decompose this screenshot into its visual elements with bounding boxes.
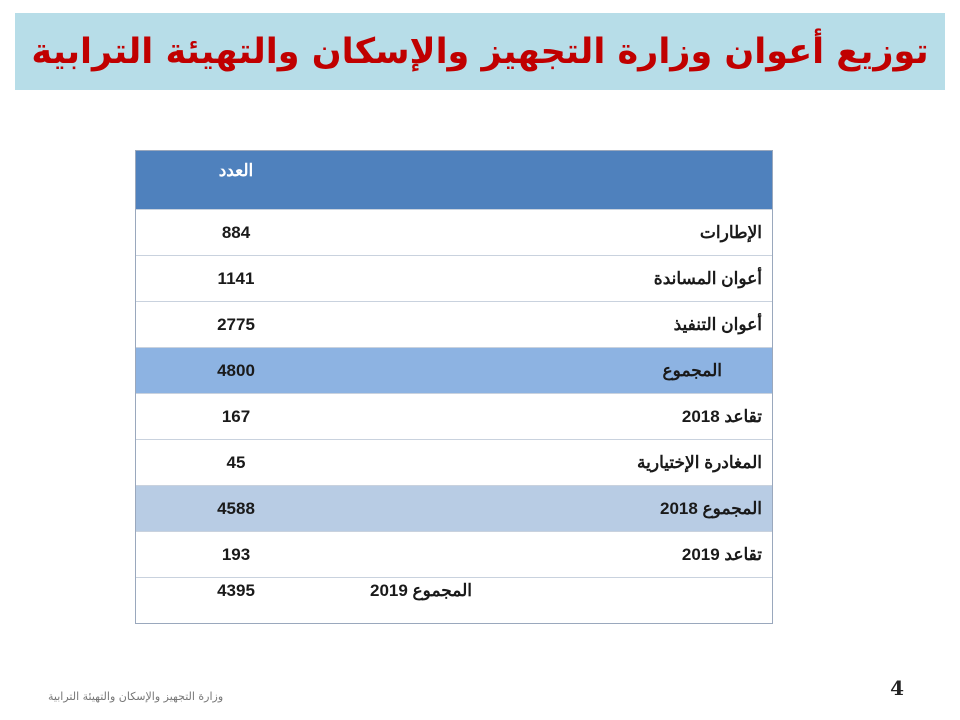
row-value	[136, 532, 336, 578]
slide-title: توزيع أعوان وزارة التجهيز والإسكان والتهيئة الترابية	[31, 31, 929, 72]
table-row	[136, 210, 772, 256]
row-value-text: 4800	[217, 360, 255, 380]
staff-table	[135, 150, 773, 624]
footer-text: وزارة التجهيز والإسكان والتهيئة الترابية	[48, 690, 224, 703]
table-row	[136, 440, 772, 486]
row-label	[336, 256, 772, 302]
row-label-text: أعوان التنفيذ	[673, 314, 762, 334]
row-label	[336, 302, 772, 348]
row-label-text: المجموع	[662, 360, 722, 380]
row-label-text: أعوان المساندة	[653, 268, 762, 288]
table-row	[136, 302, 772, 348]
row-label-text: الإطارات	[699, 222, 762, 242]
row-label-text: تقاعد 2019	[681, 544, 762, 564]
table-row	[136, 394, 772, 440]
row-value-text: 167	[221, 406, 251, 426]
header-count-label: العدد	[218, 161, 254, 180]
row-value	[136, 394, 336, 440]
row-value-text: 4588	[217, 498, 255, 518]
row-value	[136, 440, 336, 486]
header-count-cell	[136, 151, 336, 210]
row-label	[336, 578, 772, 624]
row-value-text: 2775	[217, 314, 255, 334]
row-label	[336, 440, 772, 486]
row-value-text: 193	[221, 544, 251, 564]
table-row-total-2019	[136, 578, 772, 624]
row-value	[136, 578, 336, 624]
row-label-text: المغادرة الإختيارية	[637, 452, 762, 472]
table-row-total-2018	[136, 486, 772, 532]
header-label-cell	[336, 151, 772, 210]
row-value	[136, 348, 336, 394]
table-header-row	[136, 151, 772, 210]
row-label	[336, 394, 772, 440]
row-value-text: 884	[221, 222, 251, 242]
row-label	[336, 348, 772, 394]
row-value	[136, 210, 336, 256]
table-row-total	[136, 348, 772, 394]
row-label-text: المجموع 2019	[369, 580, 472, 600]
table-row	[136, 532, 772, 578]
row-label	[336, 532, 772, 578]
row-value	[136, 486, 336, 532]
table-row	[136, 256, 772, 302]
row-value-text: 1141	[217, 268, 255, 288]
row-value-text: 4395	[217, 580, 255, 600]
row-label	[336, 486, 772, 532]
row-label-text: تقاعد 2018	[681, 406, 762, 426]
page-number: 4	[890, 676, 904, 700]
row-label-text: المجموع 2018	[659, 498, 762, 518]
row-label	[336, 210, 772, 256]
row-value	[136, 302, 336, 348]
title-bar	[15, 13, 945, 90]
row-value	[136, 256, 336, 302]
row-value-text: 45	[226, 452, 246, 472]
staff-table-grid	[136, 151, 772, 623]
